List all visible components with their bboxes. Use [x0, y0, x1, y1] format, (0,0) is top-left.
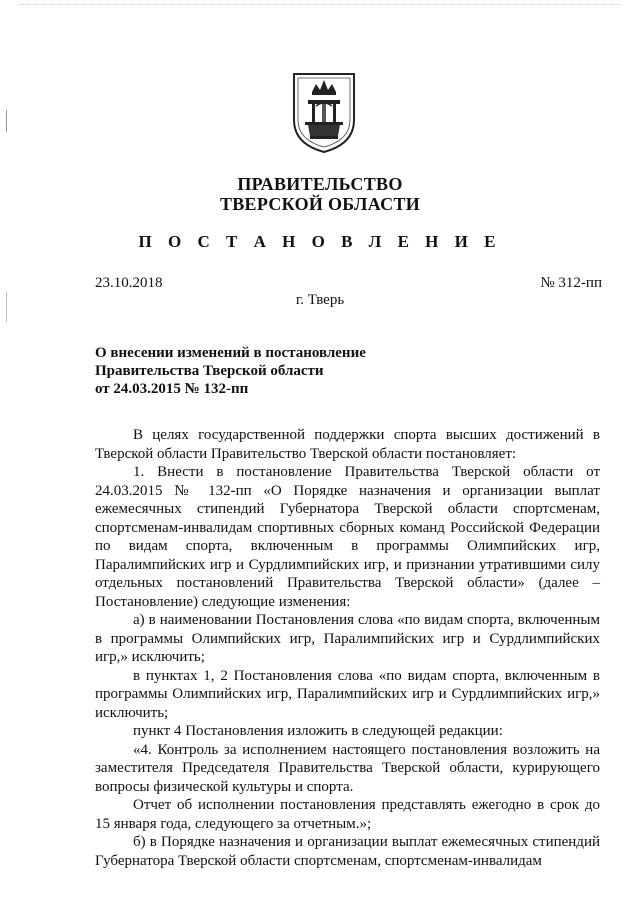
body-paragraph: 1. Внести в постановление Правительства Тверской области от 24.03.2015 № 132-пп «О Порядке назначения и организации выплат ежемесячных стипендий Губернатора Тверской области спортсменам, спортсменам-инвалидам спортивных сборных команд Российской Федерации по видам спорта, включенным в программы Олимпийских игр, Паралимпийских игр и Сурдлимпийских игр, и признании утратившими силу отдельных постановлений Правительства Тверской области» (далее – Постановление) следующие изменения: [95, 464, 600, 610]
document-subject [95, 344, 366, 398]
scan-edge-mark [6, 110, 7, 132]
tver-coat-of-arms-emblem [290, 70, 358, 154]
body-paragraph: б) в Порядке назначения и организации выплат ежемесячных стипендий Губернатора Тверской области спортсменам, спортсменам-инвалидам [95, 834, 600, 869]
document-date: 23.10.2018 [95, 275, 163, 291]
government-title-line1: ПРАВИТЕЛЬСТВО [237, 174, 403, 194]
subject-line: от 24.03.2015 № 132-пп [95, 381, 249, 397]
government-title-line2: ТВЕРСКОЙ ОБЛАСТИ [219, 194, 421, 214]
body-paragraph: Отчет об исполнении постановления представлять ежегодно в срок до 15 января года, следующего за отчетным.»; [95, 797, 600, 832]
document-city: г. Тверь [295, 292, 345, 308]
body-paragraph: пункт 4 Постановления изложить в следующей редакции: [133, 723, 503, 739]
document-body [95, 426, 600, 870]
subject-line: О внесении изменений в постановление [95, 345, 366, 361]
body-paragraph: в пунктах 1, 2 Постановления слова «по видам спорта, включенным в программы Олимпийских игр, Паралимпийских игр и Сурдлимпийских игр,» исключить; [95, 667, 600, 721]
subject-line: Правительства Тверской области [95, 363, 324, 379]
body-paragraph: «4. Контроль за исполнением настоящего постановления возложить на заместителя Председателя Правительства Тверской области, курирующего вопросы физической культуры и спорта. [95, 741, 600, 795]
document-number: № 312-пп [540, 275, 602, 291]
document-type-title: П О С Т А Н О В Л Е Н И Е [138, 232, 502, 251]
body-paragraph: В целях государственной поддержки спорта высших достижений в Тверской области Правительство Тверской области постановляет: [95, 427, 600, 462]
scan-top-line [20, 4, 620, 6]
body-paragraph: а) в наименовании Постановления слова «по видам спорта, включенным в программы Олимпийских игр, Паралимпийских игр и Сурдлимпийских игр,» исключить; [95, 612, 600, 665]
